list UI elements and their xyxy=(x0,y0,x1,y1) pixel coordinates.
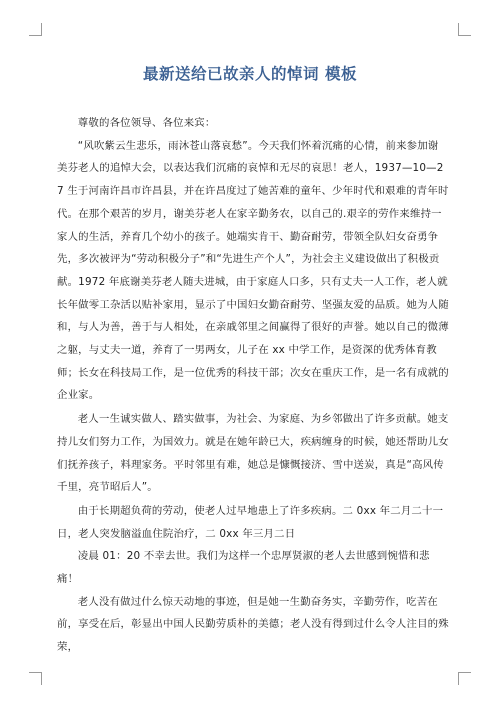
paragraph: 由于长期超负荷的劳动，使老人过早地患上了许多疾病。二 0xx 年二月二十一日，老人突发脑溢血住院治疗，二 0xx 年三月二日 xyxy=(57,504,444,540)
paragraph: 老人没有做过什么惊天动地的事迹，但是她一生勤奋务实，辛勤劳作，吃苦在前，享受在后，彰显出中国人民勤劳质朴的美德；老人没有得到过什么令人注目的殊荣， xyxy=(57,595,449,654)
crop-mark-bottom-left xyxy=(29,672,42,685)
paragraph: 老人一生诚实做人、踏实做事，为社会、为家庭、为乡邻做出了许多贡献。她支持儿女们努力工作，为国效力。就是在她年龄已大，疾病缠身的时候，她还帮助儿女们抚养孩子，料理家务。平时邻里有难，她总是慷慨接济、雪中送炭，真是“高风传千里，亮节昭后人”。 xyxy=(57,413,449,494)
paragraph: “风吹紫云生悲乐，雨沐苍山落哀愁”。今天我们怀着沉痛的心情，前来参加谢美芬老人的追悼大会，以表达我们沉痛的哀悼和无尽的哀思！老人，1937—10—27 生于河南许昌市许昌县，并在许昌度过了她苦难的童年、少年时代和艰难的青年时代。在那个艰苦的岁月，谢美芬老人在家辛勤务农，以自己的.艰辛的劳作来维持一家人的生活，养育几个幼小的孩子。她端实肯干、勤奋耐劳，带领全队妇女奋勇争先，多次被评为“劳动积极分子”和“先进生产个人”，为社会主义建设做出了积极贡献。1972 年底谢美芬老人随夫进城，由于家庭人口多，只有丈夫一人工作，老人就长年做零工杂活以贴补家用，显示了中国妇女勤奋耐劳、坚强友爱的品质。她为人随和，与人为善，善于与人相处，在亲戚邻里之间赢得了很好的声誉。她以自己的微薄之躯，与丈夫一道，养育了一男两女，儿子在 xx 中学工作，是资深的优秀体育教师；长女在科技局工作，是一位优秀的科技干部；次女在重庆工作，是一名有成就的企业家。 xyxy=(57,139,449,402)
paragraph: 凌晨 01：20 不幸去世。我们为这样一个忠厚贤淑的老人去世感到惋惜和悲痛！ xyxy=(57,550,430,586)
document-title: 最新送给已故亲人的悼词 模板 xyxy=(143,65,357,83)
salutation: 尊敬的各位领导、各位来宾： xyxy=(77,117,216,129)
crop-mark-top-left xyxy=(29,23,42,36)
crop-mark-bottom-right xyxy=(458,672,471,685)
document-body xyxy=(57,112,449,659)
crop-mark-top-right xyxy=(458,23,471,36)
